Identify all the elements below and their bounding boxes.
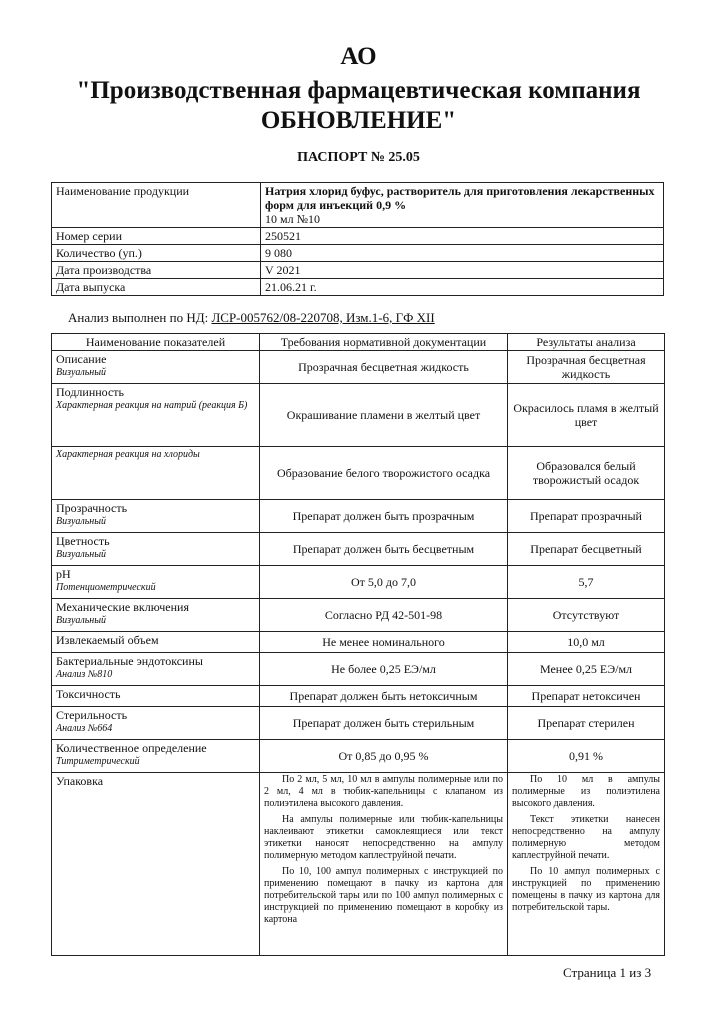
row-name-cell [52, 447, 260, 500]
pack-res-para: По 10 мл в ампулы полимерные из полиэтилена высокого давления. [512, 774, 660, 809]
table-row [52, 686, 665, 707]
table-row [52, 533, 665, 566]
row-name-cell [52, 740, 260, 773]
row-requirement: Препарат должен быть прозрачным [260, 500, 508, 533]
row-name: Упаковка [52, 773, 260, 956]
info-value: 9 080 [261, 245, 664, 262]
row-result: Окрасилось пламя в желтый цвет [508, 384, 665, 447]
row-requirement: От 0,85 до 0,95 % [260, 740, 508, 773]
product-name: Натрия хлорид буфус, растворитель для приготовления лекарственных форм для инъекций 0,9 % [265, 184, 655, 212]
row-name-cell [52, 566, 260, 599]
row-name-cell [52, 599, 260, 632]
passport-title: ПАСПОРТ № 25.05 [297, 150, 420, 165]
row-result: Препарат прозрачный [508, 500, 665, 533]
row-result: Менее 0,25 ЕЭ/мл [508, 653, 665, 686]
table-row [52, 707, 665, 740]
packaging-results [508, 773, 665, 956]
row-requirement: Препарат должен быть стерильным [260, 707, 508, 740]
table-row [52, 351, 665, 384]
column-header: Результаты анализа [508, 334, 665, 351]
row-name-cell [52, 653, 260, 686]
table-row [52, 262, 664, 279]
info-value [261, 183, 664, 228]
info-value: 250521 [261, 228, 664, 245]
pack-res-para: Текст этикетки нанесен непосредственно на ампулу полимерную методом каплеструйной печати. [512, 814, 660, 861]
packaging-requirements [260, 773, 508, 956]
row-name: Токсичность [56, 687, 121, 701]
row-name-cell [52, 686, 260, 707]
analysis-note [68, 310, 435, 326]
analysis-note-doc: ЛСР-005762/08-220708, Изм.1-6, ГФ XII [211, 310, 435, 325]
table-row [52, 183, 664, 228]
company-name-line1: "Производственная фармацевтическая компания [76, 77, 641, 104]
row-name: Количественное определение [56, 741, 207, 755]
row-requirement: Согласно РД 42-501-98 [260, 599, 508, 632]
row-result: Образовался белый творожистый осадок [508, 447, 665, 500]
table-row [52, 447, 665, 500]
table-row [52, 773, 665, 956]
row-method: Характерная реакция на хлориды [56, 449, 200, 460]
row-name-cell [52, 384, 260, 447]
info-label: Дата выпуска [52, 279, 261, 296]
row-method: Характерная реакция на натрий (реакция Б) [56, 400, 248, 411]
row-result: Препарат нетоксичен [508, 686, 665, 707]
row-name: Извлекаемый объем [56, 633, 159, 647]
table-row [52, 228, 664, 245]
row-requirement: Образование белого творожистого осадка [260, 447, 508, 500]
info-label: Дата производства [52, 262, 261, 279]
info-label: Номер серии [52, 228, 261, 245]
row-name: Механические включения [56, 600, 189, 614]
row-requirement: Не более 0,25 ЕЭ/мл [260, 653, 508, 686]
row-name-cell [52, 632, 260, 653]
info-label: Количество (уп.) [52, 245, 261, 262]
row-result: 0,91 % [508, 740, 665, 773]
row-name: Описание [56, 352, 107, 366]
row-requirement: Прозрачная бесцветная жидкость [260, 351, 508, 384]
row-result: 5,7 [508, 566, 665, 599]
row-name: pH [56, 567, 71, 581]
row-name: Стерильность [56, 708, 128, 722]
row-method: Титриметрический [56, 756, 140, 767]
row-result: Прозрачная бесцветная жидкость [508, 351, 665, 384]
row-name-cell [52, 500, 260, 533]
product-info-table [51, 182, 664, 296]
column-header: Требования нормативной документации [260, 334, 508, 351]
row-name: Прозрачность [56, 501, 128, 515]
row-method: Визуальный [56, 549, 107, 560]
row-name-cell [52, 707, 260, 740]
product-dosage: 10 мл №10 [265, 212, 321, 226]
row-requirement: Не менее номинального [260, 632, 508, 653]
row-result: Препарат стерилен [508, 707, 665, 740]
row-result: Отсутствуют [508, 599, 665, 632]
row-method: Анализ №664 [56, 723, 113, 734]
table-row [52, 500, 665, 533]
analysis-table [51, 333, 665, 956]
info-label: Наименование продукции [52, 183, 261, 228]
table-row [52, 566, 665, 599]
row-name: Бактериальные эндотоксины [56, 654, 203, 668]
row-method: Визуальный [56, 367, 107, 378]
company-form: АО [340, 43, 377, 70]
table-row [52, 599, 665, 632]
row-name-cell [52, 351, 260, 384]
info-value: 21.06.21 г. [261, 279, 664, 296]
row-method: Визуальный [56, 516, 107, 527]
info-value: V 2021 [261, 262, 664, 279]
row-method: Потенциометрический [56, 582, 156, 593]
row-result: 10,0 мл [508, 632, 665, 653]
pack-req-para: На ампулы полимерные или тюбик-капельницы наклеивают этикетки самоклеящиеся или текст этикетки наносят непосредственно на ампулу полимерную методом каплеструйной печати. [264, 814, 503, 861]
row-method: Визуальный [56, 615, 107, 626]
row-name: Цветность [56, 534, 110, 548]
company-name-line2: ОБНОВЛЕНИЕ" [260, 107, 457, 134]
table-row [52, 384, 665, 447]
table-row [52, 632, 665, 653]
row-requirement: Окрашивание пламени в желтый цвет [260, 384, 508, 447]
row-name: Подлинность [56, 385, 125, 399]
row-requirement: Препарат должен быть нетоксичным [260, 686, 508, 707]
row-result: Препарат бесцветный [508, 533, 665, 566]
table-row [52, 653, 665, 686]
table-row [52, 279, 664, 296]
pack-res-para: По 10 ампул полимерных с инструкцией по применению помещены в пачку из картона для потребительской тары. [512, 866, 660, 913]
row-method: Анализ №810 [56, 669, 113, 680]
analysis-note-prefix: Анализ выполнен по НД: [68, 310, 209, 325]
page-number: Страница 1 из 3 [563, 965, 652, 980]
column-header: Наименование показателей [52, 334, 260, 351]
table-header-row [52, 334, 665, 351]
row-name-cell [52, 533, 260, 566]
table-row [52, 740, 665, 773]
pack-req-para: По 10, 100 ампул полимерных с инструкцией по применению помещают в пачку из картона для потребительской тары или по 100 ампул полимерных с инструкцией по применению помещают в коробку из картона [264, 866, 503, 925]
row-requirement: От 5,0 до 7,0 [260, 566, 508, 599]
pack-req-para: По 2 мл, 5 мл, 10 мл в ампулы полимерные или по 2 мл, 4 мл в тюбик-капельницы с клапаном из полиэтилена высокого давления. [264, 774, 503, 809]
table-row [52, 245, 664, 262]
row-requirement: Препарат должен быть бесцветным [260, 533, 508, 566]
